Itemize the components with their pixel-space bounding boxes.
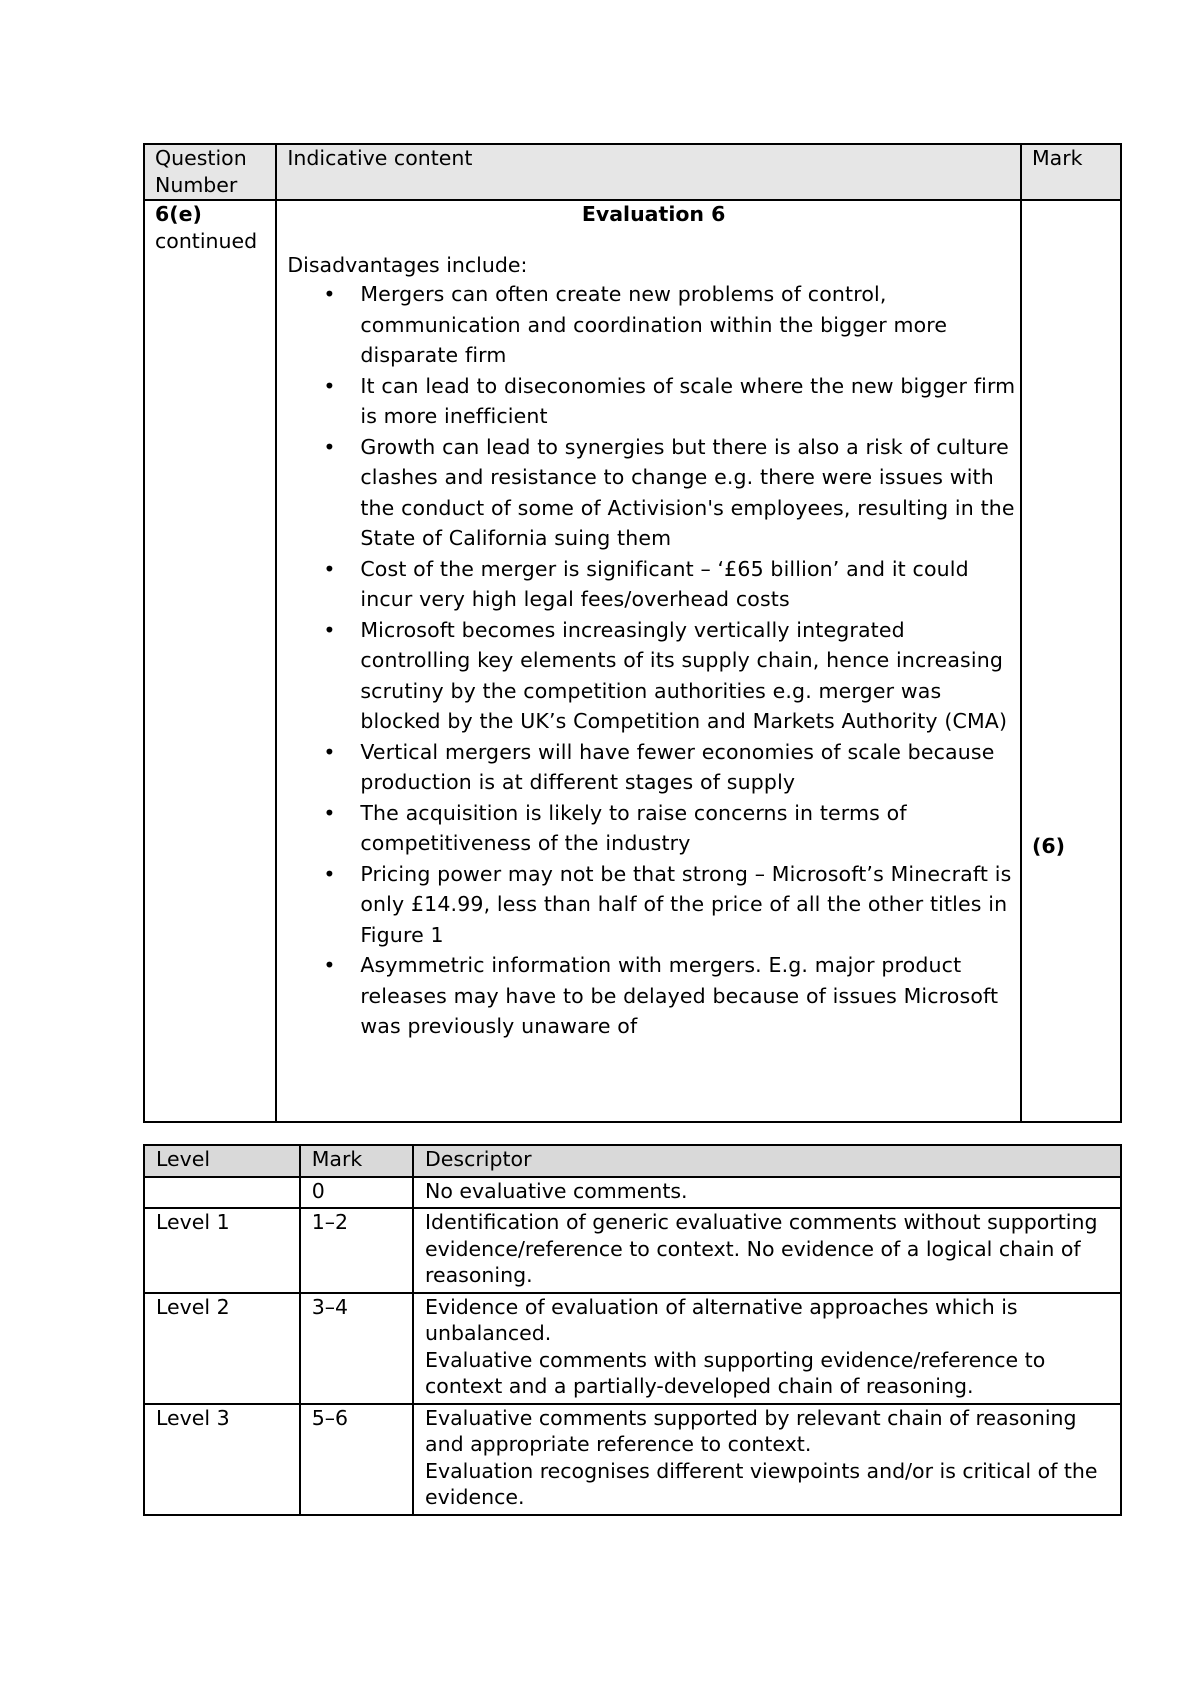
disadvantage-text: Vertical mergers will have fewer economies of scale because production is at different stages of supply	[360, 739, 995, 794]
level-mark: 3–4	[311, 1294, 349, 1319]
disadvantage-text: Pricing power may not be that strong – Microsoft’s Minecraft is only £14.99, less than half of the price of all the other titles in Figure 1	[360, 861, 1012, 947]
level-label-cell	[144, 1208, 300, 1293]
level-label	[145, 1178, 299, 1181]
level-mark-cell	[300, 1208, 413, 1293]
level-row	[144, 1208, 1121, 1293]
level-mark-cell	[300, 1293, 413, 1404]
disadvantage-text: Cost of the merger is significant – ‘£65 billion’ and it could incur very high legal fees/overhead costs	[360, 556, 969, 611]
continued-label: continued	[155, 229, 258, 253]
header-indicative-content: Indicative content	[276, 144, 1021, 200]
descriptor-line: Evaluative comments supported by relevant chain of reasoning and appropriate reference to context.	[425, 1405, 1077, 1456]
disadvantage-item	[287, 432, 1020, 554]
mark-scheme-table	[143, 143, 1122, 1123]
disadvantage-text: The acquisition is likely to raise concerns in terms of competitiveness of the industry	[360, 800, 907, 855]
bullet-icon: •	[323, 434, 336, 459]
disadvantage-item	[287, 859, 1020, 951]
disadvantage-text: Microsoft becomes increasingly vertically integrated controlling key elements of its supply chain, hence increasing scrutiny by the competition authorities e.g. merger was blocked by the UK’s Competition and Markets Authority (CMA)	[360, 617, 1008, 733]
level-label-cell	[144, 1293, 300, 1404]
header-mark: Mark	[1021, 144, 1121, 200]
descriptor-line: No evaluative comments.	[425, 1178, 688, 1203]
bullet-icon: •	[323, 373, 336, 398]
level-mark-cell	[300, 1404, 413, 1515]
bullet-icon: •	[323, 739, 336, 764]
mark-cell	[1021, 200, 1121, 1122]
bullet-icon: •	[323, 617, 336, 642]
level-descriptor-cell	[413, 1177, 1121, 1209]
level-mark: 0	[311, 1178, 325, 1203]
question-number-cell	[144, 200, 276, 1122]
header-level: Level	[144, 1145, 300, 1177]
disadvantage-text: Growth can lead to synergies but there is also a risk of culture clashes and resistance to change e.g. there were issues with the conduct of some of Activision's employees, resulting in the State of California suing them	[360, 434, 1015, 550]
levels-table	[143, 1144, 1122, 1516]
level-descriptor-cell	[413, 1293, 1121, 1404]
level-row	[144, 1404, 1121, 1515]
mark-scheme-header-row	[144, 144, 1121, 200]
header-mark: Mark	[300, 1145, 413, 1177]
descriptor-line: Evidence of evaluation of alternative approaches which is unbalanced.	[425, 1294, 1018, 1345]
levels-header-row	[144, 1145, 1121, 1177]
header-question-number: Question Number	[144, 144, 276, 200]
level-label: Level 3	[156, 1405, 230, 1430]
level-descriptor	[414, 1209, 1120, 1292]
disadvantage-item	[287, 554, 1020, 615]
level-label: Level 2	[156, 1294, 230, 1319]
level-mark: 1–2	[311, 1210, 349, 1234]
level-mark-cell	[300, 1177, 413, 1209]
level-descriptor	[414, 1178, 1120, 1208]
level-label-cell	[144, 1404, 300, 1515]
bullet-icon: •	[323, 556, 336, 581]
bullet-icon: •	[323, 800, 336, 825]
level-descriptor-cell	[413, 1208, 1121, 1293]
question-row	[144, 200, 1121, 1122]
header-descriptor: Descriptor	[413, 1145, 1121, 1177]
level-row	[144, 1177, 1121, 1209]
disadvantage-text: Mergers can often create new problems of control, communication and coordination within the bigger more disparate firm	[360, 282, 948, 367]
section-title: Evaluation 6	[581, 202, 726, 226]
descriptor-line: Identification of generic evaluative comments without supporting evidence/reference to context. No evidence of a logical chain of reasoning.	[425, 1210, 1098, 1287]
disadvantage-text: Asymmetric information with mergers. E.g. major product releases may have to be delayed because of issues Microsoft was previously unaware of	[360, 953, 999, 1038]
disadvantage-text: It can lead to diseconomies of scale where the new bigger firm is more inefficient	[360, 373, 1016, 428]
level-label-cell	[144, 1177, 300, 1209]
bullet-icon: •	[323, 861, 336, 886]
disadvantages-list	[287, 279, 1020, 1042]
question-number: 6(e)	[155, 202, 202, 226]
bullet-icon: •	[323, 953, 336, 977]
descriptor-line: Evaluative comments with supporting evidence/reference to context and a partially-developed chain of reasoning.	[425, 1347, 1046, 1398]
descriptor-line: Evaluation recognises different viewpoints and/or is critical of the evidence.	[425, 1458, 1098, 1509]
level-descriptor-cell	[413, 1404, 1121, 1515]
disadvantage-item	[287, 737, 1020, 798]
disadvantage-item	[287, 798, 1020, 859]
bullet-icon: •	[323, 282, 336, 306]
indicative-content-cell	[276, 200, 1021, 1122]
level-label: Level 1	[156, 1210, 230, 1234]
level-descriptor	[414, 1294, 1120, 1403]
disadvantage-item	[287, 279, 1020, 371]
level-descriptor	[414, 1405, 1120, 1514]
disadvantage-item	[287, 371, 1020, 432]
disadvantage-item	[287, 950, 1020, 1042]
level-mark: 5–6	[311, 1405, 349, 1430]
mark-value: (6)	[1031, 834, 1065, 858]
disadvantage-item	[287, 615, 1020, 737]
intro-text: Disadvantages include:	[287, 253, 528, 277]
level-row	[144, 1293, 1121, 1404]
